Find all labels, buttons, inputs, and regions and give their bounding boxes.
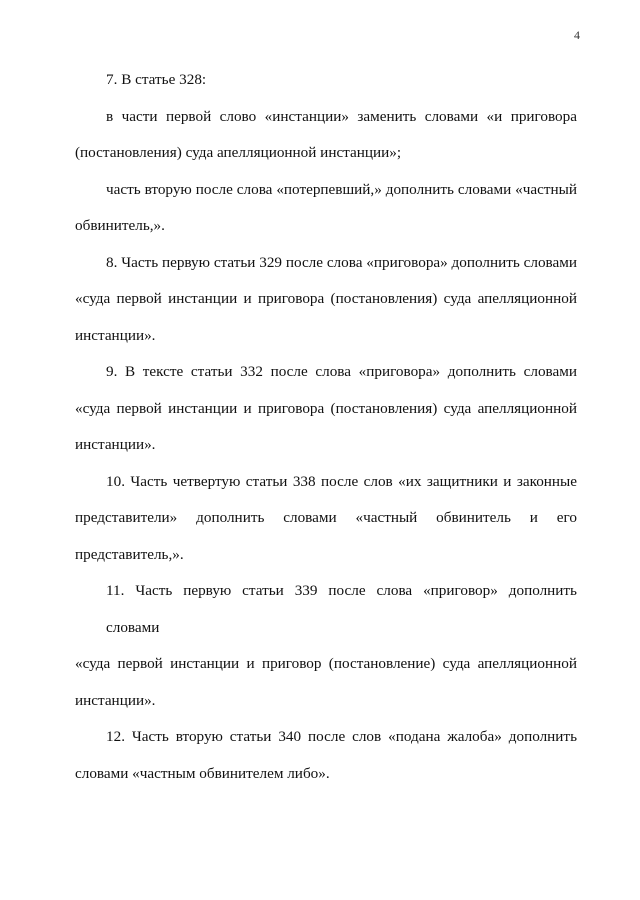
item-10-word: обвинитель — [436, 509, 511, 526]
item-8-line-2: «суда первой инстанции и приговора (постановления) суда апелляционной — [75, 290, 577, 307]
document-body — [75, 62, 577, 792]
item-7-part-two-line-1: часть вторую после слова «потерпевший,» дополнить словами «частный — [106, 180, 577, 198]
item-9-line-3: инстанции». — [75, 436, 156, 453]
item-9-line-2: «суда первой инстанции и приговора (постановления) суда апелляционной — [75, 399, 577, 417]
item-9-line-1: 9. В тексте статьи 332 после слова «приговора» дополнить словами — [106, 363, 577, 380]
item-7 — [75, 62, 577, 245]
item-10-word: его — [556, 509, 577, 526]
item-10-line-2 — [75, 500, 577, 537]
item-12 — [75, 719, 577, 792]
item-7-part-one-line-1: в части первой слово «инстанции» заменить словами «и приговора — [106, 107, 577, 125]
item-7-part-one-line-2: (постановления) суда апелляционной инстанции»; — [75, 144, 402, 161]
item-11-line-2: «суда первой инстанции и приговор (постановление) суда апелляционной — [75, 655, 577, 672]
item-10-word: представители» — [75, 509, 178, 526]
item-8-line-1: 8. Часть первую статьи 329 после слова «приговора» дополнить словами — [106, 253, 577, 271]
item-9 — [75, 354, 577, 464]
item-12-line-2: словами «частным обвинителем либо». — [75, 764, 330, 782]
item-11-line-1: 11. Часть первую статьи 339 после слова «приговор» дополнить словами — [106, 582, 577, 636]
item-12-line-1: 12. Часть вторую статьи 340 после слов «подана жалоба» дополнить — [106, 728, 577, 745]
item-7-heading: 7. В статье 328: — [106, 71, 207, 88]
item-10-word: дополнить — [196, 509, 265, 526]
item-10-word: словами — [283, 509, 337, 526]
item-10-word: «частный — [355, 509, 418, 526]
item-10-word: и — [529, 509, 538, 526]
item-10-line-3: представитель,». — [75, 545, 184, 563]
page-number: 4 — [574, 28, 580, 42]
item-11 — [75, 573, 577, 719]
item-8-line-3: инстанции». — [75, 326, 156, 344]
item-10-line-1: 10. Часть четвертую статьи 338 после слов «их защитники и законные — [106, 472, 577, 490]
item-8 — [75, 245, 577, 355]
item-7-part-two-line-2: обвинитель,». — [75, 217, 165, 234]
item-11-line-3: инстанции». — [75, 691, 156, 709]
item-10 — [75, 464, 577, 574]
